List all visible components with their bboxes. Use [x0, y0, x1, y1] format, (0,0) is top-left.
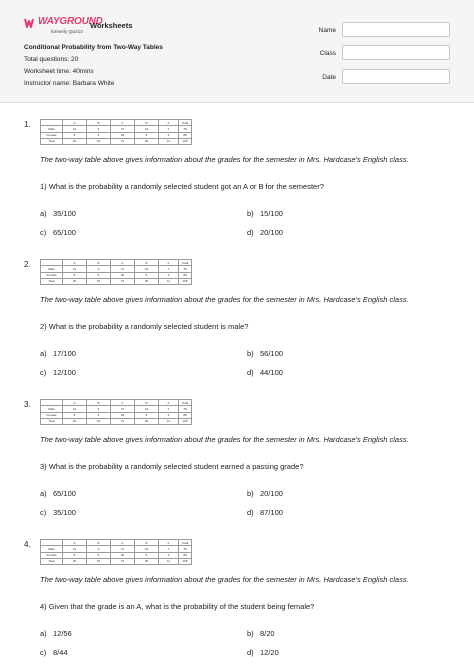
option-letter: b) [247, 209, 254, 218]
option-text: 12/20 [260, 648, 279, 657]
table-cell: Total [41, 278, 63, 284]
table-cell: D [135, 400, 159, 406]
table-cell: 11 [159, 558, 179, 564]
table-cell: 79 [179, 546, 192, 552]
date-field[interactable] [342, 69, 450, 84]
question-prompt: 2) What is the probability a randomly selected student is male? [40, 322, 249, 331]
answer-option[interactable] [40, 489, 76, 498]
table-cell: Female [41, 552, 63, 558]
table-cell: 165 [179, 418, 192, 424]
table-cell: Total [41, 138, 63, 144]
table-cell: Male [41, 546, 63, 552]
worksheet-header [0, 0, 474, 103]
app-name: Worksheets [90, 21, 133, 30]
option-letter: a) [40, 349, 47, 358]
table-cell: 79 [179, 406, 192, 412]
table-cell: Total [41, 558, 63, 564]
table-cell: 8 [63, 552, 87, 558]
option-letter: d) [247, 508, 254, 517]
class-field[interactable] [342, 45, 450, 60]
table-cell: Male [41, 126, 63, 132]
option-letter: c) [40, 228, 47, 237]
table-cell: 11 [159, 418, 179, 424]
table-cell: F [159, 400, 179, 406]
question-block [0, 120, 474, 260]
two-way-table [40, 399, 192, 425]
table-cell: 165 [179, 138, 192, 144]
table-cell: 7 [159, 406, 179, 412]
table-cell: 30 [135, 558, 159, 564]
table-cell: F [159, 120, 179, 126]
name-label: Name [318, 27, 336, 34]
table-cell: 27 [111, 126, 135, 132]
table-cell: 20 [63, 558, 87, 564]
table-cell: 4 [159, 272, 179, 278]
table-cell: 15 [87, 558, 111, 564]
table-cell: 4 [159, 552, 179, 558]
table-cell: Male [41, 406, 63, 412]
table-cell: B [87, 120, 111, 126]
table-cell: 6 [87, 272, 111, 278]
table-cell: 27 [111, 266, 135, 272]
option-letter: d) [247, 368, 254, 377]
question-context: The two-way table above gives information about the grades for the semester in Mrs. Hardcase's English class. [40, 155, 409, 164]
table-cell: 27 [111, 406, 135, 412]
table-cell: 6 [87, 552, 111, 558]
table-cell: 15 [87, 138, 111, 144]
name-field[interactable] [342, 22, 450, 37]
table-cell: 86 [179, 272, 192, 278]
table-cell: A [63, 260, 87, 266]
table-cell: 27 [111, 546, 135, 552]
question-context: The two-way table above gives information about the grades for the semester in Mrs. Hardcase's English class. [40, 435, 409, 444]
table-cell: A [63, 400, 87, 406]
option-letter: b) [247, 489, 254, 498]
logo-subtitle: formerly Quizizz [51, 29, 84, 34]
table-cell: 24 [135, 126, 159, 132]
table-cell: 4 [159, 132, 179, 138]
answer-option[interactable] [40, 349, 76, 358]
option-letter: c) [40, 368, 47, 377]
table-cell: 6 [87, 412, 111, 418]
table-cell: D [135, 540, 159, 546]
answer-option[interactable] [40, 209, 76, 218]
answer-option[interactable] [247, 209, 283, 218]
table-cell: 4 [159, 412, 179, 418]
table-cell: 12 [63, 546, 87, 552]
question-context: The two-way table above gives information about the grades for the semester in Mrs. Hardcase's English class. [40, 295, 409, 304]
option-text: 35/100 [53, 209, 76, 218]
table-cell: 86 [179, 552, 192, 558]
answer-option[interactable] [40, 648, 68, 657]
table-cell: D [135, 120, 159, 126]
table-cell: 9 [87, 546, 111, 552]
table-cell: Male [41, 266, 63, 272]
table-cell: 30 [135, 138, 159, 144]
table-cell: A [63, 120, 87, 126]
option-text: 87/100 [260, 508, 283, 517]
answer-option[interactable] [40, 629, 72, 638]
table-cell: 6 [135, 412, 159, 418]
question-block [0, 400, 474, 540]
table-cell: 7 [159, 266, 179, 272]
option-text: 44/100 [260, 368, 283, 377]
two-way-table [40, 539, 192, 565]
question-number: 2. [24, 260, 31, 269]
table-cell: Female [41, 412, 63, 418]
two-way-table [40, 119, 192, 145]
answer-option[interactable] [40, 508, 76, 517]
table-cell: 73 [111, 138, 135, 144]
question-prompt: 1) What is the probability a randomly selected student got an A or B for the semester? [40, 182, 324, 191]
table-cell: Female [41, 132, 63, 138]
table-cell: Total [179, 540, 192, 546]
question-context: The two-way table above gives information about the grades for the semester in Mrs. Hardcase's English class. [40, 575, 409, 584]
option-text: 17/100 [53, 349, 76, 358]
logo-icon [24, 17, 38, 28]
table-cell: 8 [63, 132, 87, 138]
answer-option[interactable] [247, 629, 275, 638]
table-cell: 7 [159, 546, 179, 552]
table-cell: 6 [135, 552, 159, 558]
table-cell: 12 [63, 126, 87, 132]
worksheet-time: Worksheet time: 40mins [24, 68, 94, 75]
table-cell: 11 [159, 138, 179, 144]
table-cell: 79 [179, 126, 192, 132]
table-cell: 15 [87, 418, 111, 424]
date-label: Date [322, 74, 336, 81]
option-letter: b) [247, 349, 254, 358]
table-cell: 11 [159, 278, 179, 284]
table-cell: 9 [87, 266, 111, 272]
table-cell: B [87, 260, 111, 266]
answer-option[interactable] [247, 508, 283, 517]
option-text: 35/100 [53, 508, 76, 517]
table-cell: 46 [111, 412, 135, 418]
worksheet-title: Conditional Probability from Two-Way Tables [24, 44, 163, 51]
answer-option[interactable] [40, 368, 76, 377]
answer-option[interactable] [247, 349, 283, 358]
option-letter: a) [40, 489, 47, 498]
option-text: 12/100 [53, 368, 76, 377]
table-cell: 46 [111, 272, 135, 278]
table-cell: A [63, 540, 87, 546]
option-text: 15/100 [260, 209, 283, 218]
table-cell: F [159, 540, 179, 546]
table-cell: C [111, 400, 135, 406]
table-cell: 30 [135, 278, 159, 284]
table-cell: 46 [111, 132, 135, 138]
table-cell: Total [41, 418, 63, 424]
table-cell: 86 [179, 412, 192, 418]
table-cell: 7 [159, 126, 179, 132]
option-letter: a) [40, 629, 47, 638]
question-number: 3. [24, 400, 31, 409]
table-cell: 46 [111, 552, 135, 558]
table-cell: 20 [63, 138, 87, 144]
table-cell: 6 [135, 132, 159, 138]
table-cell: C [111, 260, 135, 266]
option-letter: a) [40, 209, 47, 218]
table-cell: 73 [111, 418, 135, 424]
table-row [41, 418, 192, 424]
table-cell: C [111, 540, 135, 546]
question-number: 1. [24, 120, 31, 129]
table-cell: 73 [111, 278, 135, 284]
table-cell: Total [179, 400, 192, 406]
table-cell: Total [179, 120, 192, 126]
table-cell: 24 [135, 266, 159, 272]
table-row [41, 558, 192, 564]
answer-option[interactable] [40, 228, 76, 237]
logo-text: WAYGROUND [38, 16, 103, 27]
table-cell: C [111, 120, 135, 126]
option-text: 8/44 [53, 648, 68, 657]
table-cell: 6 [87, 132, 111, 138]
table-cell: 24 [135, 546, 159, 552]
question-prompt: 3) What is the probability a randomly selected student earned a passing grade? [40, 462, 304, 471]
table-cell: B [87, 540, 111, 546]
table-row [41, 138, 192, 144]
option-text: 65/100 [53, 228, 76, 237]
table-cell: 20 [63, 278, 87, 284]
option-letter: c) [40, 508, 47, 517]
option-text: 65/100 [53, 489, 76, 498]
table-cell: Female [41, 272, 63, 278]
instructor-name: Instructor name: Barbara White [24, 80, 115, 87]
table-cell: 73 [111, 558, 135, 564]
option-letter: c) [40, 648, 47, 657]
table-cell: Total [179, 260, 192, 266]
table-cell: 24 [135, 406, 159, 412]
table-cell: F [159, 260, 179, 266]
answer-option[interactable] [247, 489, 283, 498]
table-cell: B [87, 400, 111, 406]
table-row [41, 278, 192, 284]
two-way-table [40, 259, 192, 285]
answer-option[interactable] [247, 228, 283, 237]
table-cell: 12 [63, 266, 87, 272]
option-letter: d) [247, 648, 254, 657]
option-text: 12/56 [53, 629, 72, 638]
total-questions: Total questions: 20 [24, 56, 79, 63]
table-cell: 12 [63, 406, 87, 412]
table-cell: 165 [179, 558, 192, 564]
table-cell: 15 [87, 278, 111, 284]
answer-option[interactable] [247, 368, 283, 377]
class-label: Class [319, 50, 336, 57]
question-block [0, 540, 474, 670]
option-text: 8/20 [260, 629, 275, 638]
table-cell: 30 [135, 418, 159, 424]
option-text: 56/100 [260, 349, 283, 358]
question-number: 4. [24, 540, 31, 549]
answer-option[interactable] [247, 648, 279, 657]
option-text: 20/100 [260, 489, 283, 498]
option-letter: d) [247, 228, 254, 237]
table-cell: 8 [63, 272, 87, 278]
table-cell: 8 [63, 412, 87, 418]
table-cell: 6 [135, 272, 159, 278]
table-cell: 9 [87, 406, 111, 412]
table-cell: 20 [63, 418, 87, 424]
option-text: 20/100 [260, 228, 283, 237]
question-block [0, 260, 474, 400]
table-cell: 79 [179, 266, 192, 272]
table-cell: 165 [179, 278, 192, 284]
question-prompt: 4) Given that the grade is an A, what is the probability of the student being female? [40, 602, 315, 611]
table-cell: 9 [87, 126, 111, 132]
option-letter: b) [247, 629, 254, 638]
table-cell: 86 [179, 132, 192, 138]
table-cell: D [135, 260, 159, 266]
